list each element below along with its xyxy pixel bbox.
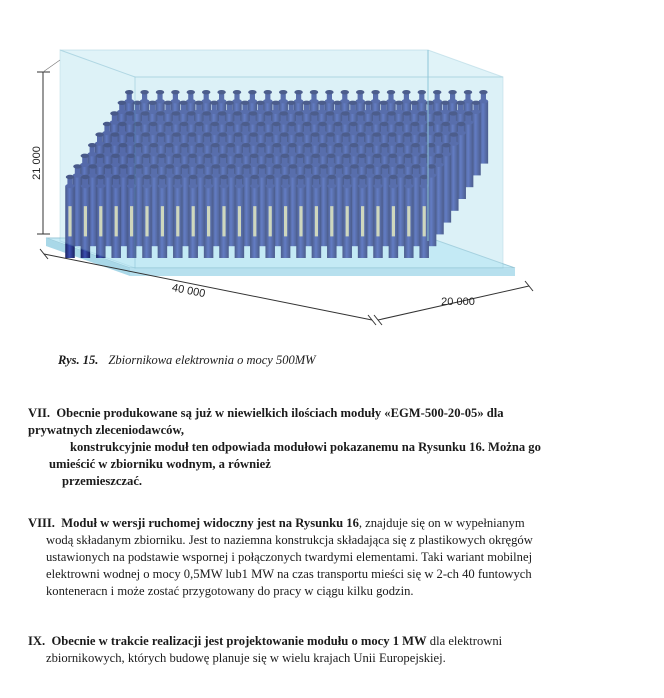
ix-number: IX. — [28, 634, 46, 648]
caption-label: Rys. 15. — [58, 353, 99, 367]
vii-line-4: umieścić w zbiorniku wodnym, a również — [49, 457, 271, 471]
caption-text: Zbiornikowa elektrownia o mocy 500MW — [108, 353, 316, 367]
viii-bold: Moduł w wersji ruchomej widoczny jest na Rysunku 16 — [61, 516, 359, 530]
tank-water — [60, 50, 503, 268]
ix-bold: Obecnie w trakcie realizacji jest projektowanie modułu o mocy 1 MW — [51, 634, 427, 648]
viii-text-1: , znajduje się on w wypełnianym — [358, 516, 525, 530]
viii-line-4: elektrowni wodnej o mocy 0,5MW lub1 MW na czas transportu mieści się w 2-ch 40 funtowych — [46, 567, 532, 581]
vii-line-3: konstrukcyjnie moduł ten odpowiada modułowi pokazanemu na Rysunku 16. Można go — [70, 440, 541, 454]
ix-line-1 — [28, 633, 502, 650]
viii-line-5: konteneracn i może zostać przygotowany do pracy w ciągu kilku godzin. — [46, 584, 414, 598]
section-vii — [28, 405, 541, 490]
section-viii — [28, 515, 533, 600]
viii-number: VIII. — [28, 516, 55, 530]
ix-line-2: zbiornikowych, których budowę planuje się w wielu krajach Unii Europejskiej. — [46, 651, 446, 665]
dim-length-label: 40 000 — [170, 281, 207, 301]
dim-width-label: 20 000 — [441, 296, 475, 308]
viii-line-3: ustawionych na podstawie wspornej i połączonych twardymi elementami. Taki wariant mobilnej — [46, 550, 533, 564]
figure-tank-power-plant — [0, 0, 664, 345]
vii-line-2: prywatnych zleceniodawców, — [28, 423, 185, 437]
figure-caption — [58, 353, 316, 368]
dim-height-label: 21 000 — [31, 146, 43, 180]
vii-text-1: Obecnie produkowane są już w niewielkich ilościach moduły «EGM-500-20-05» dla — [56, 406, 504, 420]
vii-number: VII. — [28, 406, 51, 420]
ix-text-1: dla elektrowni — [426, 634, 503, 648]
viii-line-2: wodą składanym zbiorniku. Jest to naziemna konstrukcja składająca się z plastikowych okręgów — [46, 533, 533, 547]
vii-line-1 — [28, 405, 541, 422]
section-ix — [28, 633, 502, 667]
viii-line-1 — [28, 515, 533, 532]
dimension-width — [374, 281, 533, 325]
dimension-height — [31, 60, 60, 234]
vii-line-5: przemieszczać. — [62, 474, 143, 488]
